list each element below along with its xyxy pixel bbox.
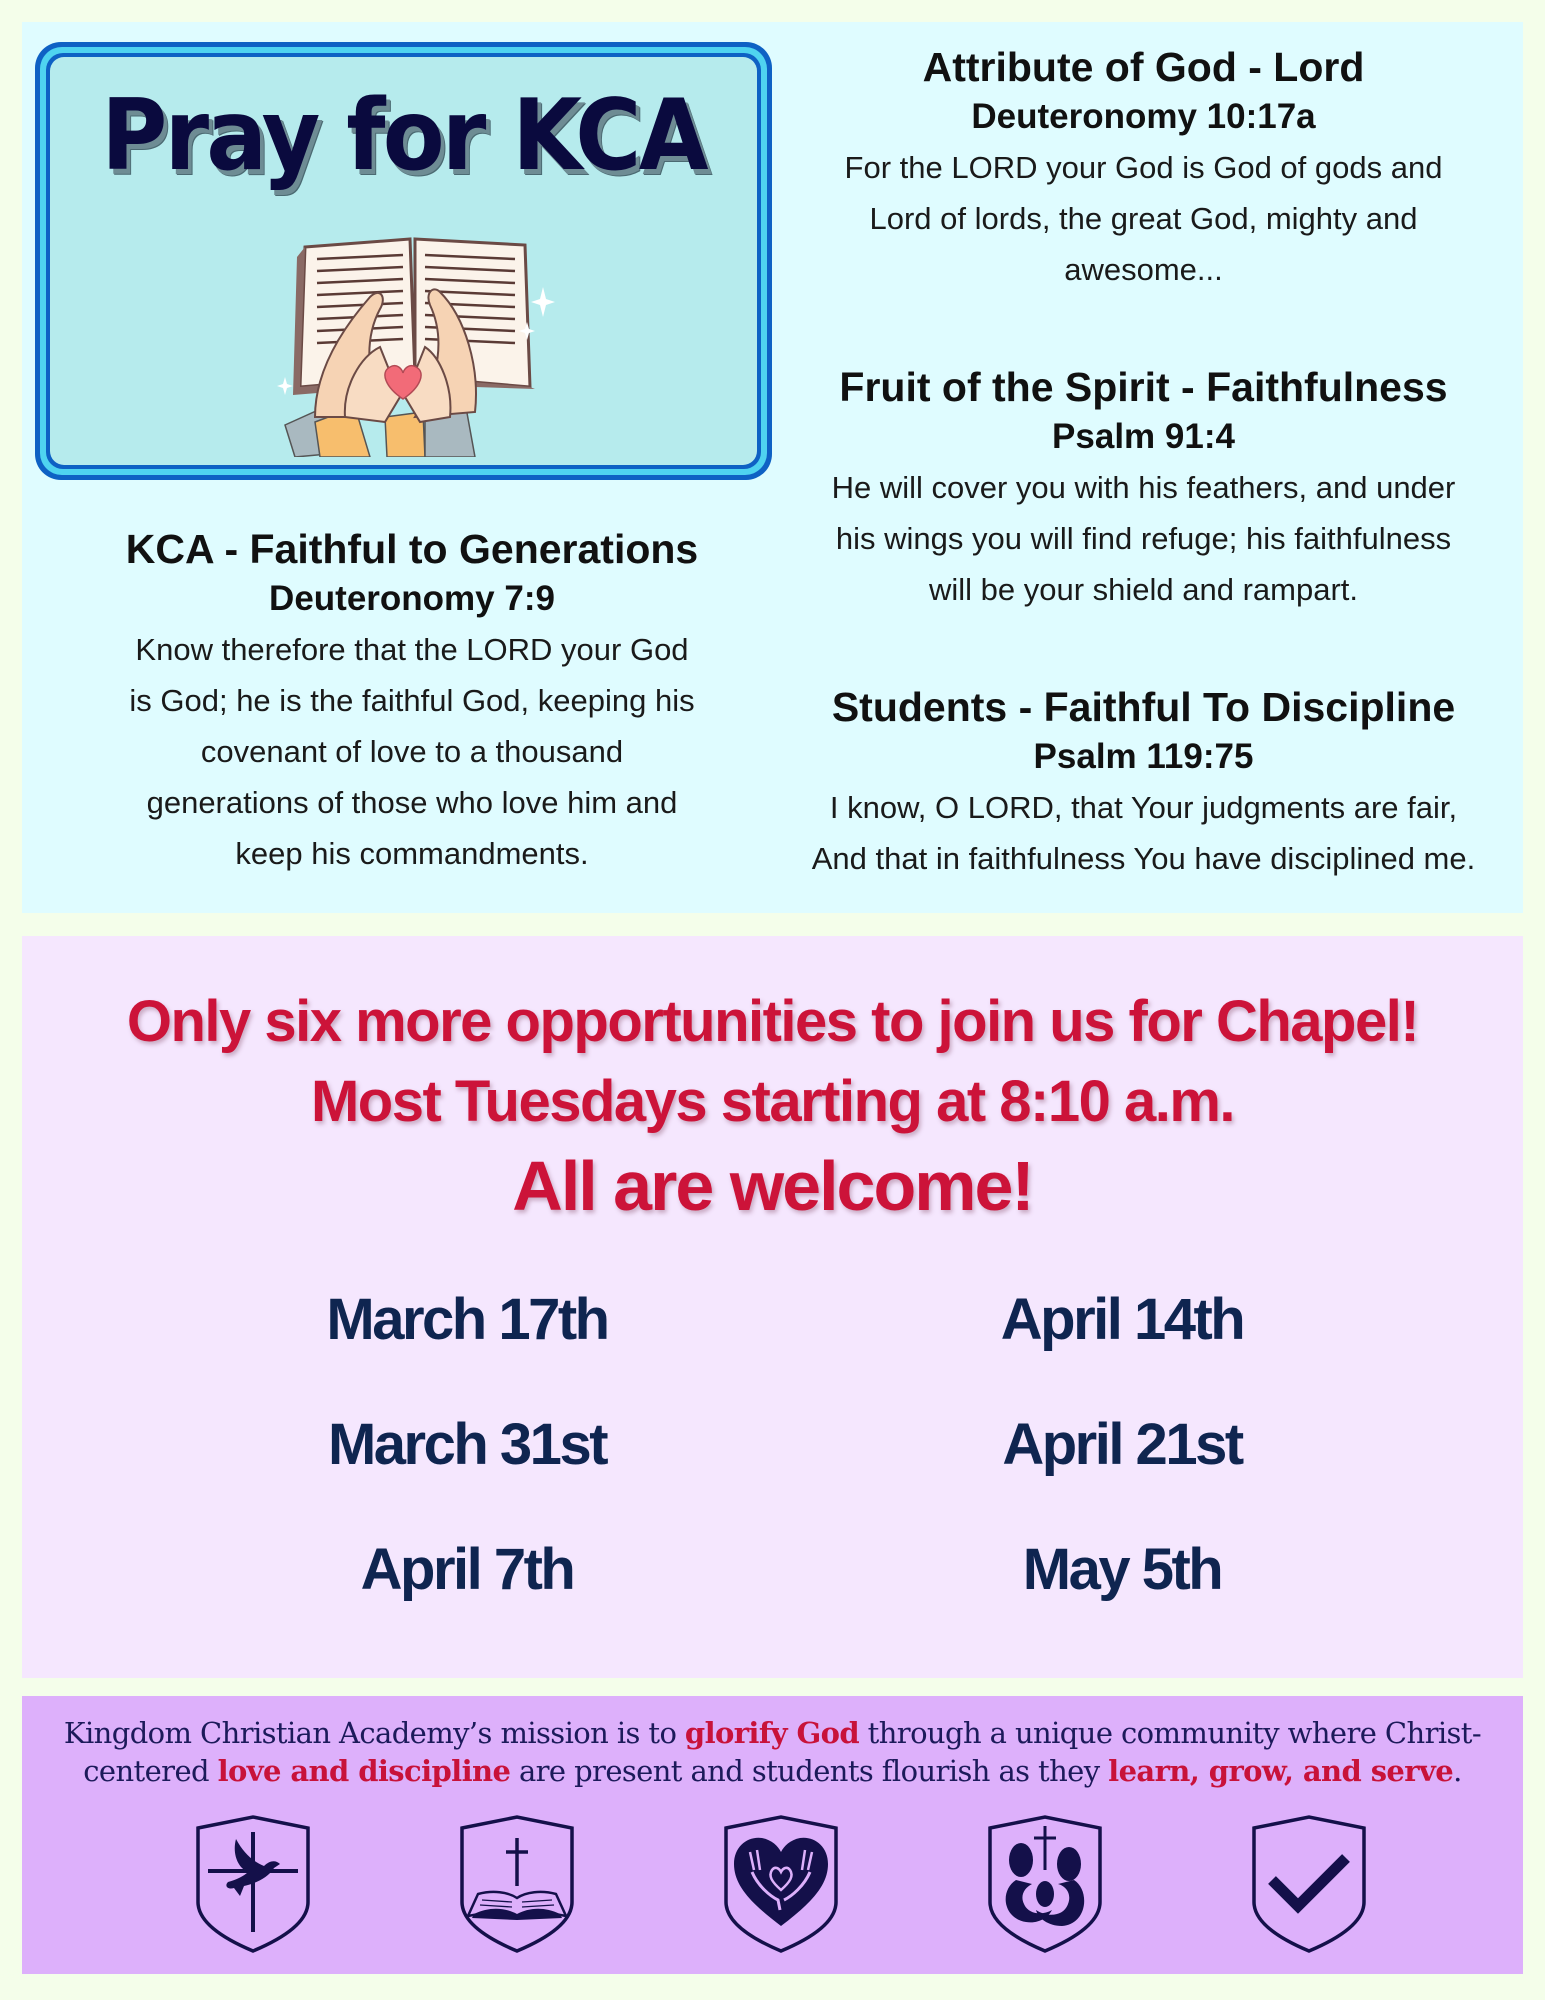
mission-highlight: glorify God	[684, 1716, 860, 1750]
section-heading: KCA - Faithful to Generations	[125, 526, 699, 572]
scripture-reference: Psalm 91:4	[1052, 417, 1235, 456]
bible-praying-hands-icon	[275, 227, 555, 457]
attribute-of-god-section	[764, 42, 1523, 295]
section-heading: Attribute of God - Lord	[922, 44, 1365, 90]
verse-line: awesome...	[1064, 252, 1223, 287]
verse-line: Know therefore that the LORD your God	[135, 632, 689, 667]
dove-cross-shield-icon	[194, 1814, 312, 1954]
card-title: Pray for KCA	[101, 79, 706, 193]
verse-line: will be your shield and rampart.	[928, 572, 1359, 607]
chapel-date: April 14th	[1000, 1287, 1244, 1352]
mission-text: are present and students flourish as they	[510, 1754, 1109, 1788]
scripture-reference: Psalm 119:75	[1033, 737, 1254, 776]
chapel-welcome: All are welcome!	[512, 1147, 1033, 1225]
prayer-panel	[22, 22, 1523, 913]
verse-line: his wings you will find refuge; his faithfulness	[835, 521, 1452, 556]
chapel-date: March 31st	[327, 1412, 607, 1477]
mission-panel	[22, 1696, 1523, 1974]
kca-generations-section	[62, 524, 762, 879]
scripture-reference: Deuteronomy 7:9	[269, 579, 555, 618]
mission-statement	[42, 1714, 1503, 1790]
pray-for-kca-card	[35, 42, 772, 480]
mission-highlight: love and discipline	[217, 1754, 511, 1788]
chapel-date: March 17th	[326, 1287, 608, 1352]
chapel-announcement: Only six more opportunities to join us for Chapel!	[126, 989, 1419, 1054]
verse-line: is God; he is the faithful God, keeping his	[129, 683, 695, 718]
verse-line: generations of those who love him and	[146, 785, 678, 820]
verse-line: He will cover you with his feathers, and under	[831, 470, 1456, 505]
verse-line: covenant of love to a thousand	[200, 734, 624, 769]
family-cross-shield-icon	[986, 1814, 1104, 1954]
chapel-date: May 5th	[1022, 1537, 1222, 1602]
section-heading: Fruit of the Spirit - Faithfulness	[839, 364, 1448, 410]
scripture-reference: Deuteronomy 10:17a	[971, 97, 1316, 136]
verse-line: And that in faithfulness You have disciplined me.	[811, 841, 1476, 876]
mission-text: .	[1453, 1754, 1462, 1788]
mission-highlight: learn, grow, and serve	[1108, 1754, 1454, 1788]
value-icons	[22, 1814, 1523, 1954]
verse-line: I know, O LORD, that Your judgments are fair,	[829, 790, 1458, 825]
fruit-of-spirit-section	[764, 362, 1523, 615]
verse-line: For the LORD your God is God of gods and	[844, 150, 1443, 185]
bible-cross-shield-icon	[458, 1814, 576, 1954]
mission-text: Kingdom Christian Academy’s mission is to	[63, 1716, 685, 1750]
verse-line: Lord of lords, the great God, mighty and	[869, 201, 1418, 236]
mission-text: through a unique community where Christ-centered	[83, 1716, 1482, 1788]
students-discipline-section	[764, 682, 1523, 884]
chapel-date: April 21st	[1002, 1412, 1242, 1477]
section-heading: Students - Faithful To Discipline	[831, 684, 1456, 730]
chapel-panel	[22, 936, 1523, 1678]
chapel-date: April 7th	[360, 1537, 574, 1602]
checkmark-shield-icon	[1250, 1814, 1368, 1954]
chapel-schedule: Most Tuesdays starting at 8:10 a.m.	[310, 1069, 1235, 1134]
verse-line: keep his commandments.	[235, 836, 589, 871]
heart-hands-shield-icon	[722, 1814, 840, 1954]
